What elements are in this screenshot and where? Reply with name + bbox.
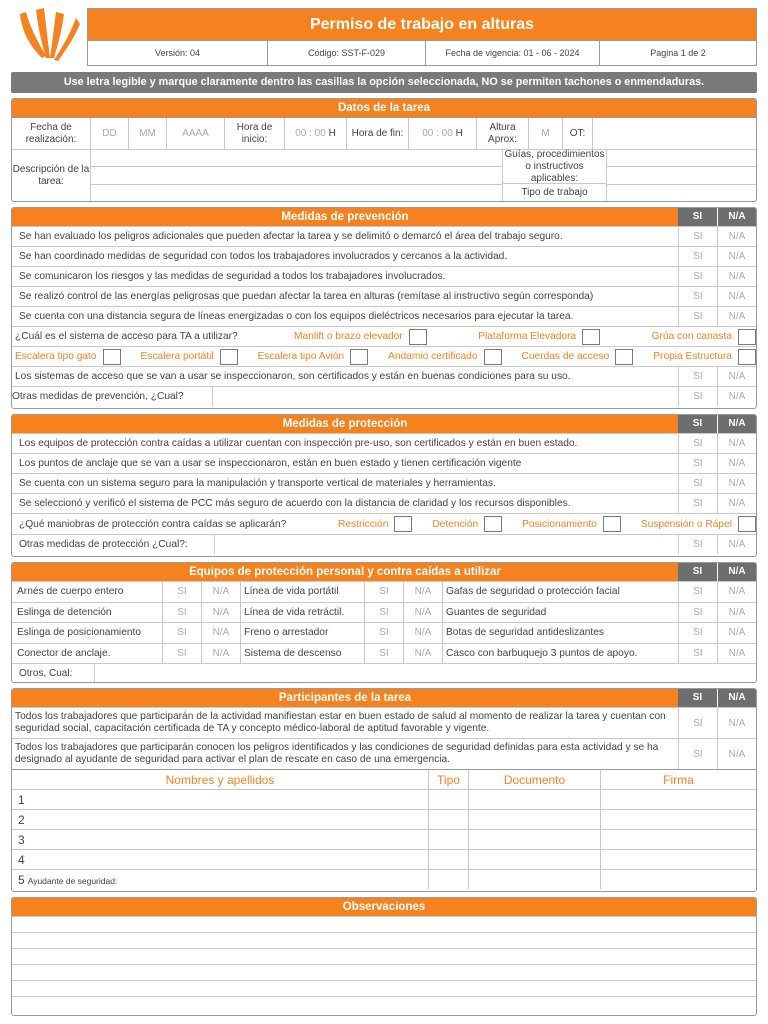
yes-option[interactable]: SI	[678, 623, 717, 643]
start-time-label: Hora de inicio:	[224, 118, 284, 149]
na-option[interactable]: N/A	[717, 227, 756, 246]
participant-type-field[interactable]	[428, 850, 468, 869]
participant-row	[12, 829, 756, 849]
prevention-item-text: Se han coordinado medidas de seguridad con todos los trabajadores involucrados y cercanos a la actividad.	[19, 251, 508, 262]
yes-option[interactable]: SI	[678, 387, 717, 406]
na-option[interactable]: N/A	[717, 287, 756, 306]
yes-header: SI	[678, 563, 717, 581]
option-label: Escalera tipo gato	[15, 351, 97, 362]
prevention-item	[12, 306, 756, 326]
start-time-field[interactable]: 00 : 00 H	[284, 118, 346, 149]
ppe-item: Guantes de seguridad	[442, 603, 678, 623]
guides-field[interactable]	[606, 150, 756, 201]
access-option[interactable]	[478, 329, 600, 345]
participant-type-field[interactable]	[428, 810, 468, 829]
na-option[interactable]: N/A	[717, 307, 756, 326]
row-number: 5	[18, 872, 25, 887]
participant-document-field[interactable]	[468, 810, 600, 829]
observation-line[interactable]	[12, 964, 756, 980]
access-option[interactable]	[141, 349, 238, 365]
protection-item-text: Los puntos de anclaje que se van a usar se inspeccionaron, están en buen estado y tienen certificación vigente	[19, 458, 522, 469]
ppe-row	[12, 643, 756, 664]
yes-header: SI	[678, 415, 717, 433]
option-label: Detención	[432, 518, 479, 530]
month-field[interactable]: MM	[128, 118, 166, 149]
participant-name-field[interactable]	[12, 810, 428, 829]
ppe-item: Eslinga de posicionamiento	[17, 627, 142, 639]
na-header: N/A	[717, 563, 756, 581]
na-option[interactable]: N/A	[717, 708, 756, 738]
protection-item-text: Los equipos de protección contra caídas a utilizar cuentan con inspección pre-uso, son certificados y están en buen estado.	[19, 438, 578, 449]
option-label: Propia Estructura	[653, 351, 732, 362]
participant-name-field[interactable]	[12, 790, 428, 809]
access-option[interactable]	[522, 349, 634, 365]
na-option[interactable]: N/A	[717, 603, 756, 623]
option-label: Grúa con canasta	[651, 331, 732, 342]
na-header: N/A	[717, 208, 756, 226]
section-title: Medidas de prevención	[12, 208, 678, 226]
participant-name-field[interactable]	[12, 870, 428, 889]
hazards-statement: Todos los trabajadores que participarán conocen los peligros identificados y las condiciones de seguridad definidas para esta actividad y se ha designado al ayudante de seguridad para activar el plan de rescate en caso de una emergencia.	[15, 742, 659, 765]
section-title: Datos de la tarea	[337, 102, 431, 114]
participant-signature-field[interactable]	[600, 790, 756, 809]
prevention-item-text: Se cuenta con una distancia segura de líneas energizadas o con los equipos dieléctricos necesarios para ejecutar la tarea.	[19, 311, 574, 322]
na-option[interactable]: N/A	[717, 739, 756, 769]
yes-option[interactable]: SI	[364, 623, 403, 643]
observation-line[interactable]	[12, 996, 756, 1012]
yes-option[interactable]: SI	[678, 582, 717, 602]
na-option[interactable]: N/A	[717, 644, 756, 664]
option-label: Escalera portátil	[140, 351, 214, 362]
description-label: Descripción de la tarea:	[12, 163, 90, 187]
observation-line[interactable]	[12, 980, 756, 996]
checkbox[interactable]	[484, 516, 502, 532]
na-option[interactable]: N/A	[201, 582, 240, 602]
checkbox[interactable]	[484, 349, 502, 365]
yes-option[interactable]: SI	[678, 603, 717, 623]
access-option[interactable]	[388, 349, 501, 365]
ppe-item: Freno o arrestador	[240, 623, 364, 643]
health-statement: Todos los trabajadores que participarán de la actividad manifiestan estar en buen estado de salud al momento de realizar la tarea y cuentan con seguridad social, capacitación certificada de TA y concepto médico-laboral de aptitud favorable y vigente.	[15, 711, 666, 734]
yes-option[interactable]: SI	[678, 454, 717, 473]
year-field[interactable]: AAAA	[166, 118, 224, 149]
option-label: Manlift o brazo elevador	[294, 331, 403, 342]
ppe-item: Gafas de seguridad o protección facial	[442, 582, 678, 602]
option-label: Cuerdas de acceso	[521, 351, 610, 362]
ppe-row	[12, 622, 756, 643]
participant-document-field[interactable]	[468, 790, 600, 809]
observation-line[interactable]	[12, 932, 756, 948]
other-protection-label: Otras medidas de protección ¿Cual?:	[19, 539, 188, 550]
other-ppe-label: Otros, Cual:	[19, 667, 73, 679]
participant-signature-field[interactable]	[600, 830, 756, 849]
protection-item	[12, 493, 756, 513]
code: Código: SST-F-029	[268, 41, 426, 65]
option-label: Restricción	[338, 518, 389, 530]
access-option[interactable]	[294, 329, 427, 345]
access-option[interactable]	[522, 516, 621, 532]
ppe-item: Botas de seguridad antideslizantes	[442, 623, 678, 643]
na-header: N/A	[717, 415, 756, 433]
row-number: 4	[18, 852, 25, 867]
access-option[interactable]	[653, 349, 756, 365]
participant-name-field[interactable]	[12, 850, 428, 869]
guides-label: Guías, procedimientos o instructivos aplicables:	[504, 148, 605, 184]
section-title: Equipos de protección personal y contra caídas a utilizar	[12, 563, 678, 581]
na-option[interactable]: N/A	[717, 494, 756, 513]
participant-type-field[interactable]	[428, 830, 468, 849]
prevention-item-text: Se comunicaron los riesgos y las medidas de seguridad a todos los trabajadores involucrados.	[19, 271, 446, 282]
observation-line[interactable]	[12, 948, 756, 964]
row-number: 1	[18, 792, 25, 807]
height-label: Altura Aprox:	[476, 118, 528, 149]
checkbox[interactable]	[615, 349, 633, 365]
yes-option[interactable]: SI	[162, 623, 201, 643]
observation-line[interactable]	[12, 916, 756, 932]
other-protection-field[interactable]	[214, 535, 678, 554]
section-title: Observaciones	[12, 898, 756, 916]
ppe-item: Sistema de descenso	[240, 644, 364, 664]
prevention-section	[11, 207, 757, 409]
row-number: 3	[18, 832, 25, 847]
na-option[interactable]: N/A	[717, 535, 756, 554]
ppe-item: Casco con barbuquejo 3 puntos de apoyo.	[442, 644, 678, 664]
yes-option[interactable]: SI	[364, 644, 403, 664]
na-option[interactable]: N/A	[717, 582, 756, 602]
participant-signature-field[interactable]	[600, 870, 756, 889]
yes-option[interactable]: SI	[678, 644, 717, 664]
row-number: 2	[18, 812, 25, 827]
na-option[interactable]: N/A	[717, 387, 756, 406]
safety-assistant-label: Ayudante de seguridad:	[27, 876, 118, 886]
yes-option[interactable]: SI	[678, 247, 717, 266]
na-option[interactable]: N/A	[403, 603, 442, 623]
option-label: Escalera tipo Avión	[257, 351, 345, 362]
yes-option[interactable]: SI	[678, 739, 717, 769]
version: Versión: 04	[88, 41, 268, 65]
end-time-label: Hora de fin:	[346, 118, 408, 149]
yes-option[interactable]: SI	[162, 644, 201, 664]
other-ppe-field[interactable]	[94, 664, 756, 682]
other-prevention-label: Otras medidas de prevención, ¿Cual?	[12, 391, 184, 402]
na-option[interactable]: N/A	[717, 267, 756, 286]
na-option[interactable]: N/A	[403, 623, 442, 643]
option-label: Suspensión o Rápel	[640, 518, 732, 530]
na-header: N/A	[717, 689, 756, 707]
section-title: Participantes de la tarea	[12, 689, 678, 707]
document-title: Permiso de trabajo en alturas	[88, 9, 756, 40]
yes-header: SI	[678, 689, 717, 707]
access-option[interactable]	[641, 516, 756, 532]
section-title: Medidas de protección	[12, 415, 678, 433]
names-column-header: Nombres y apellidos	[165, 772, 275, 787]
height-field[interactable]: M	[528, 118, 562, 149]
protection-section	[11, 414, 757, 557]
na-option[interactable]: N/A	[403, 582, 442, 602]
other-prevention-field[interactable]	[212, 387, 678, 406]
participant-document-field[interactable]	[468, 870, 600, 889]
ot-label: OT:	[562, 118, 592, 149]
option-label: Plataforma Elevadora	[478, 331, 577, 342]
type-column-header: Tipo	[428, 770, 468, 789]
yes-option[interactable]: SI	[678, 287, 717, 306]
yes-option[interactable]: SI	[364, 582, 403, 602]
document-header	[87, 8, 757, 66]
yes-option[interactable]: SI	[678, 494, 717, 513]
checkbox[interactable]	[103, 349, 121, 365]
yes-option[interactable]: SI	[162, 582, 201, 602]
checkbox[interactable]	[738, 329, 756, 345]
protection-item	[12, 453, 756, 473]
na-option[interactable]: N/A	[717, 434, 756, 453]
access-option[interactable]	[652, 329, 756, 345]
checkbox[interactable]	[409, 329, 427, 345]
work-type-label: Tipo de trabajo	[521, 187, 588, 198]
participant-signature-field[interactable]	[600, 850, 756, 869]
option-label: Andamio certificado	[388, 351, 478, 362]
na-option[interactable]: N/A	[717, 474, 756, 493]
na-option[interactable]: N/A	[201, 623, 240, 643]
end-time-field[interactable]: 00 : 00 H	[408, 118, 476, 149]
prevention-item	[12, 266, 756, 286]
company-logo	[16, 8, 80, 66]
yes-option[interactable]: SI	[162, 603, 201, 623]
ppe-item: Conector de anclaje.	[17, 647, 111, 659]
prevention-item	[12, 246, 756, 266]
ppe-item: Línea de vida portátil	[240, 582, 364, 602]
protection-item-text: Se cuenta con un sistema seguro para la manipulación y transporte vertical de materiales y herramientas.	[19, 478, 496, 489]
yes-option[interactable]: SI	[678, 267, 717, 286]
ppe-row	[12, 581, 756, 602]
na-option[interactable]: N/A	[201, 644, 240, 664]
yes-header: SI	[678, 208, 717, 226]
participant-document-field[interactable]	[468, 830, 600, 849]
na-option[interactable]: N/A	[201, 603, 240, 623]
option-label: Posicionamiento	[522, 518, 597, 530]
prevention-item	[12, 226, 756, 246]
description-field[interactable]	[90, 150, 502, 201]
access-option[interactable]	[15, 349, 121, 365]
na-option[interactable]: N/A	[717, 247, 756, 266]
participant-row	[12, 869, 756, 889]
protection-item	[12, 433, 756, 453]
yes-option[interactable]: SI	[364, 603, 403, 623]
protection-item	[12, 473, 756, 493]
checkbox[interactable]	[603, 516, 621, 532]
ppe-item: Eslinga de detención	[17, 606, 112, 618]
na-option[interactable]: N/A	[717, 623, 756, 643]
prevention-item-text: Se han evaluado los peligros adicionales que pueden afectar la tarea y se delimitó o demarcó el área del trabajo seguro.	[19, 231, 563, 242]
observations-section	[11, 897, 757, 1016]
prevention-item	[12, 286, 756, 306]
participant-signature-field[interactable]	[600, 810, 756, 829]
yes-option[interactable]: SI	[678, 367, 717, 386]
access-inspection-item: Los sistemas de acceso que se van a usar se inspeccionaron, son certificados y están en buenas condiciones para su uso.	[15, 371, 571, 382]
yes-option[interactable]: SI	[678, 434, 717, 453]
maneuvers-question: ¿Qué maniobras de protección contra caídas se aplicarán?	[19, 518, 287, 530]
checkbox[interactable]	[582, 329, 600, 345]
document-column-header: Documento	[468, 770, 600, 789]
na-option[interactable]: N/A	[717, 367, 756, 386]
access-option[interactable]	[258, 349, 368, 365]
page-number: Pagina 1 de 2	[650, 48, 706, 58]
instructions-notice: Use letra legible y marque claramente dentro las casillas la opción seleccionada, NO se permiten tachones o enmendaduras.	[11, 72, 757, 93]
yes-option[interactable]: SI	[678, 227, 717, 246]
participant-name-field[interactable]	[12, 830, 428, 849]
checkbox[interactable]	[350, 349, 368, 365]
participant-type-field[interactable]	[428, 790, 468, 809]
participant-row	[12, 789, 756, 809]
na-option[interactable]: N/A	[403, 644, 442, 664]
day-field[interactable]: DD	[90, 118, 128, 149]
ppe-section	[11, 562, 757, 683]
signature-column-header: Firma	[600, 770, 756, 789]
prevention-item-text: Se realizó control de las energías peligrosas que puedan afectar la tarea en alturas (remítase al instructivo según corresponda)	[19, 291, 594, 302]
yes-option[interactable]: SI	[678, 474, 717, 493]
yes-option[interactable]: SI	[678, 307, 717, 326]
ppe-item: Línea de vida retráctil.	[240, 603, 364, 623]
participant-type-field[interactable]	[428, 870, 468, 889]
participant-row	[12, 849, 756, 869]
validity-date: Fecha de vigencia: 01 - 06 - 2024	[426, 41, 600, 65]
protection-item-text: Se seleccionó y verificó el sistema de PCC más seguro de acuerdo con la distancia de claridad y los recursos disponibles.	[19, 498, 571, 509]
access-option[interactable]	[338, 516, 412, 532]
na-option[interactable]: N/A	[717, 454, 756, 473]
checkbox[interactable]	[738, 516, 756, 532]
participant-document-field[interactable]	[468, 850, 600, 869]
access-question: ¿Cuál es el sistema de acceso para TA a utilizar?	[15, 331, 238, 342]
checkbox[interactable]	[394, 516, 412, 532]
ot-field[interactable]	[592, 118, 756, 149]
yes-option[interactable]: SI	[678, 708, 717, 738]
participant-row	[12, 809, 756, 829]
yes-option[interactable]: SI	[678, 535, 717, 554]
checkbox[interactable]	[220, 349, 238, 365]
participants-section	[11, 688, 757, 892]
task-data-section	[11, 98, 757, 202]
access-option[interactable]	[432, 516, 502, 532]
ppe-item: Arnés de cuerpo entero	[17, 586, 124, 598]
ppe-row	[12, 602, 756, 623]
checkbox[interactable]	[738, 349, 756, 365]
date-label: Fecha de realización:	[25, 121, 77, 145]
